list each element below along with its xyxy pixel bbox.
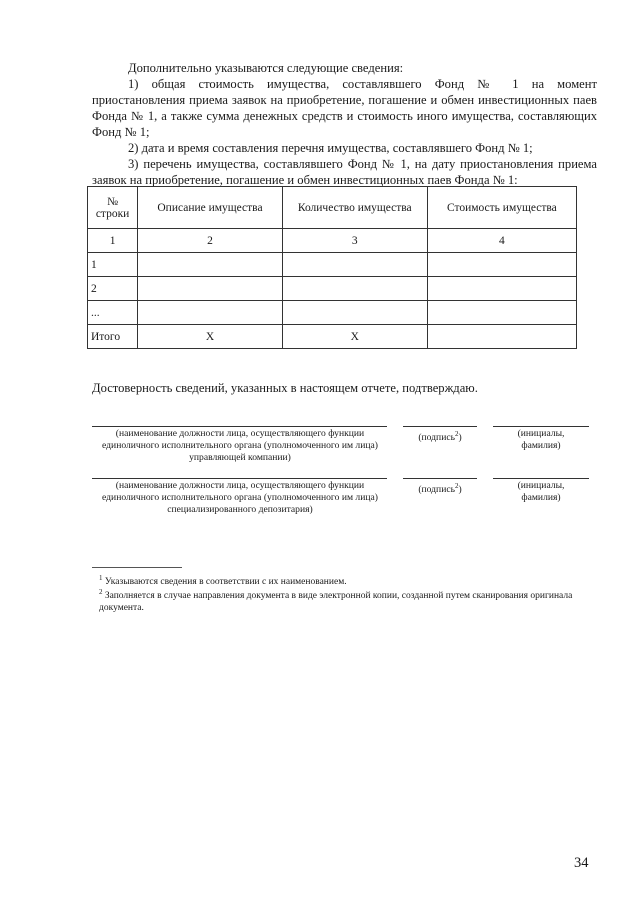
signature-line xyxy=(403,426,477,427)
position-caption: (наименование должности лица, осуществляющего функции единоличного исполнительного органа (уполномоченного им лица) специализированного депозитария) xyxy=(102,480,378,515)
initials-line xyxy=(493,478,589,479)
initials-caption: (инициалы, фамилия) xyxy=(517,428,565,451)
intro-heading: Дополнительно указываются следующие сведения: xyxy=(128,61,404,75)
footnote-2: $^2$ Заполняется в случае направления документа в виде электронной копии, созданной путем сканирования оригинала документа. xyxy=(99,588,573,614)
table-cell: ... xyxy=(88,301,138,325)
total-cell xyxy=(427,325,576,349)
item1-first-line: 1) общая стоимость имущества, составлявшего Фонд № 1 на момент xyxy=(128,77,597,91)
signature-line xyxy=(403,478,477,479)
header-description: Описание имущества xyxy=(138,187,283,229)
table-row xyxy=(88,253,577,277)
position-caption: (наименование должности лица, осуществляющего функции единоличного исполнительного органа (уполномоченного им лица) управляющей компании) xyxy=(102,428,378,463)
table-cell xyxy=(427,277,576,301)
numbering-cell: 1 xyxy=(88,229,138,253)
item1-continuation: приостановления приема заявок на приобретение, погашение и обмен инвестиционных паев Фонда № 1, а также сумма денежных средств и стоимость иного имущества, составляющих Фонд № 1; xyxy=(92,93,597,139)
table-cell: 1 xyxy=(88,253,138,277)
header-value: Стоимость имущества xyxy=(427,187,576,229)
item3-continuation: заявок на приобретение, погашение и обмен инвестиционных паев Фонда № 1: xyxy=(92,173,518,187)
item3-first-line: 3) перечень имущества, составлявшего Фонд № 1, на дату приостановления приема xyxy=(128,157,597,171)
page-number: 34 xyxy=(574,855,589,871)
table-total-row xyxy=(88,325,577,349)
item2-text: 2) дата и время составления перечня имущества, составлявшего Фонд № 1; xyxy=(128,141,533,155)
table-cell xyxy=(427,253,576,277)
total-cell: X xyxy=(282,325,427,349)
header-row-number: № строки xyxy=(88,187,138,229)
table-cell xyxy=(138,301,283,325)
table-cell xyxy=(282,277,427,301)
confirmation-text: Достоверность сведений, указанных в настоящем отчете, подтверждаю. xyxy=(92,381,478,395)
total-label: Итого xyxy=(88,325,138,349)
signature-caption: (подпись$^2$) xyxy=(418,482,462,496)
table-cell xyxy=(282,253,427,277)
property-table xyxy=(87,186,577,349)
numbering-cell: 4 xyxy=(427,229,576,253)
numbering-cell: 2 xyxy=(138,229,283,253)
footnote-1: $^1$ Указываются сведения в соответствии с их наименованием. xyxy=(99,574,347,588)
table-header-row xyxy=(88,187,577,229)
header-quantity: Количество имущества xyxy=(282,187,427,229)
initials-line xyxy=(493,426,589,427)
table-row xyxy=(88,277,577,301)
total-cell: X xyxy=(138,325,283,349)
table-cell xyxy=(282,301,427,325)
numbering-cell: 3 xyxy=(282,229,427,253)
position-line xyxy=(92,426,387,427)
table-cell xyxy=(138,253,283,277)
table-cell xyxy=(427,301,576,325)
table-cell: 2 xyxy=(88,277,138,301)
initials-caption: (инициалы, фамилия) xyxy=(517,480,565,503)
table-numbering-row xyxy=(88,229,577,253)
footnote-separator xyxy=(92,567,182,568)
position-line xyxy=(92,478,387,479)
table-cell xyxy=(138,277,283,301)
signature-caption: (подпись$^2$) xyxy=(418,430,462,444)
table-row xyxy=(88,301,577,325)
